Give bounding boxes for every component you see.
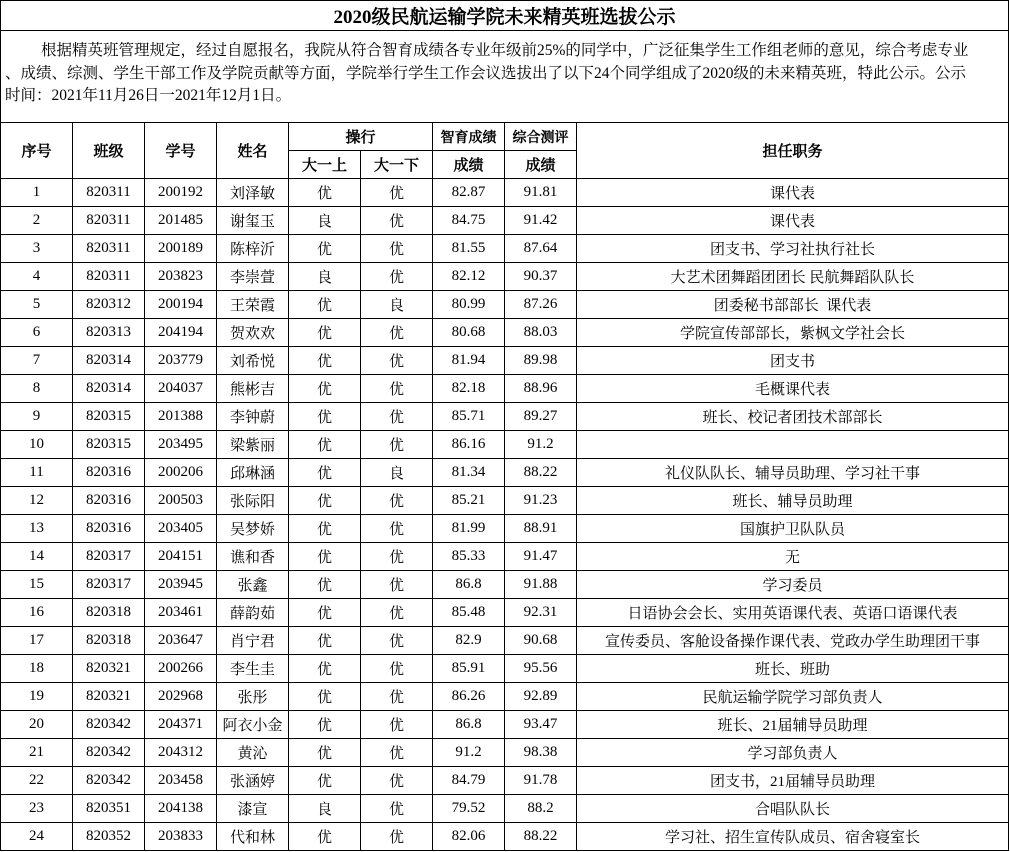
cell-class: 820314: [73, 375, 145, 403]
cell-index: 2: [1, 207, 73, 235]
table-row: [1, 207, 1009, 235]
cell-conduct-sem2: 优: [361, 683, 433, 711]
cell-conduct-sem1: 良: [289, 263, 361, 291]
cell-class: 820311: [73, 235, 145, 263]
cell-student-id: 204037: [145, 375, 217, 403]
table-row: [1, 487, 1009, 515]
cell-conduct-sem1: 优: [289, 319, 361, 347]
cell-class: 820318: [73, 627, 145, 655]
cell-academic-score: 85.91: [433, 655, 505, 683]
cell-position: 学院宣传部部长，紫枫文学社会长: [577, 319, 1009, 347]
cell-conduct-sem1: 优: [289, 767, 361, 795]
table-row: [1, 599, 1009, 627]
header-comprehensive-score: 综合测评: [505, 123, 577, 151]
cell-class: 820316: [73, 459, 145, 487]
cell-comprehensive-score: 87.64: [505, 235, 577, 263]
cell-conduct-sem1: 优: [289, 431, 361, 459]
cell-name: 陈梓沂: [217, 235, 289, 263]
cell-index: 5: [1, 291, 73, 319]
cell-conduct-sem2: 优: [361, 543, 433, 571]
cell-comprehensive-score: 91.47: [505, 543, 577, 571]
cell-conduct-sem1: 优: [289, 487, 361, 515]
cell-name: 代和林: [217, 823, 289, 851]
cell-class: 820352: [73, 823, 145, 851]
cell-student-id: 200503: [145, 487, 217, 515]
cell-student-id: 204312: [145, 739, 217, 767]
cell-academic-score: 81.94: [433, 347, 505, 375]
cell-conduct-sem2: 优: [361, 431, 433, 459]
header-academic-score-sub: 成绩: [433, 151, 505, 179]
cell-conduct-sem1: 优: [289, 627, 361, 655]
cell-class: 820318: [73, 599, 145, 627]
cell-class: 820342: [73, 711, 145, 739]
cell-class: 820311: [73, 207, 145, 235]
cell-name: 黄沁: [217, 739, 289, 767]
cell-name: 谯和香: [217, 543, 289, 571]
cell-student-id: 200189: [145, 235, 217, 263]
cell-conduct-sem2: 良: [361, 459, 433, 487]
header-class: 班级: [73, 123, 145, 179]
table-row: [1, 319, 1009, 347]
cell-class: 820315: [73, 431, 145, 459]
cell-name: 肖宁君: [217, 627, 289, 655]
cell-conduct-sem2: 优: [361, 347, 433, 375]
cell-index: 24: [1, 823, 73, 851]
cell-conduct-sem1: 优: [289, 375, 361, 403]
cell-name: 谢玺玉: [217, 207, 289, 235]
cell-conduct-sem2: 优: [361, 739, 433, 767]
cell-name: 漆宣: [217, 795, 289, 823]
cell-position: 国旗护卫队队员: [577, 515, 1009, 543]
cell-conduct-sem2: 优: [361, 235, 433, 263]
cell-class: 820316: [73, 515, 145, 543]
table-row: [1, 459, 1009, 487]
cell-academic-score: 80.99: [433, 291, 505, 319]
cell-index: 7: [1, 347, 73, 375]
cell-comprehensive-score: 92.89: [505, 683, 577, 711]
cell-comprehensive-score: 88.2: [505, 795, 577, 823]
table-row: [1, 375, 1009, 403]
cell-name: 邱琳涵: [217, 459, 289, 487]
cell-student-id: 203647: [145, 627, 217, 655]
cell-academic-score: 84.79: [433, 767, 505, 795]
cell-academic-score: 81.34: [433, 459, 505, 487]
cell-academic-score: 81.55: [433, 235, 505, 263]
header-comprehensive-score-sub: 成绩: [505, 151, 577, 179]
cell-class: 820321: [73, 655, 145, 683]
cell-comprehensive-score: 89.98: [505, 347, 577, 375]
cell-student-id: 204151: [145, 543, 217, 571]
cell-conduct-sem1: 优: [289, 655, 361, 683]
cell-index: 18: [1, 655, 73, 683]
cell-comprehensive-score: 88.96: [505, 375, 577, 403]
cell-conduct-sem2: 优: [361, 767, 433, 795]
cell-comprehensive-score: 88.91: [505, 515, 577, 543]
cell-index: 17: [1, 627, 73, 655]
cell-index: 19: [1, 683, 73, 711]
cell-conduct-sem1: 优: [289, 543, 361, 571]
cell-index: 10: [1, 431, 73, 459]
cell-index: 9: [1, 403, 73, 431]
cell-position: 日语协会会长、实用英语课代表、英语口语课代表: [577, 599, 1009, 627]
cell-index: 20: [1, 711, 73, 739]
cell-conduct-sem1: 优: [289, 235, 361, 263]
cell-academic-score: 80.68: [433, 319, 505, 347]
cell-position: 班长、校记者团技术部部长: [577, 403, 1009, 431]
cell-conduct-sem1: 优: [289, 179, 361, 207]
cell-class: 820315: [73, 403, 145, 431]
cell-conduct-sem2: 优: [361, 571, 433, 599]
cell-conduct-sem1: 优: [289, 823, 361, 851]
cell-student-id: 203779: [145, 347, 217, 375]
cell-name: 阿衣小金: [217, 711, 289, 739]
cell-index: 21: [1, 739, 73, 767]
cell-academic-score: 82.12: [433, 263, 505, 291]
table-header: [1, 123, 1009, 179]
cell-comprehensive-score: 93.47: [505, 711, 577, 739]
cell-name: 刘泽敏: [217, 179, 289, 207]
cell-comprehensive-score: 91.42: [505, 207, 577, 235]
cell-comprehensive-score: 88.03: [505, 319, 577, 347]
cell-comprehensive-score: 91.2: [505, 431, 577, 459]
cell-position: 课代表: [577, 179, 1009, 207]
cell-name: 贺欢欢: [217, 319, 289, 347]
table-body: [1, 179, 1009, 851]
cell-conduct-sem1: 优: [289, 739, 361, 767]
cell-conduct-sem2: 优: [361, 599, 433, 627]
cell-conduct-sem2: 优: [361, 207, 433, 235]
cell-position: [577, 431, 1009, 459]
cell-academic-score: 85.71: [433, 403, 505, 431]
cell-name: 刘希悦: [217, 347, 289, 375]
cell-class: 820311: [73, 179, 145, 207]
header-index: 序号: [1, 123, 73, 179]
cell-comprehensive-score: 89.27: [505, 403, 577, 431]
table-row: [1, 795, 1009, 823]
cell-position: 班长、21届辅导员助理: [577, 711, 1009, 739]
header-conduct-sem1: 大一上: [289, 151, 361, 179]
cell-student-id: 203461: [145, 599, 217, 627]
table-row: [1, 403, 1009, 431]
cell-class: 820342: [73, 767, 145, 795]
cell-student-id: 203833: [145, 823, 217, 851]
cell-comprehensive-score: 88.22: [505, 823, 577, 851]
cell-position: 团支书，21届辅导员助理: [577, 767, 1009, 795]
cell-conduct-sem2: 优: [361, 515, 433, 543]
cell-conduct-sem1: 良: [289, 795, 361, 823]
cell-comprehensive-score: 91.88: [505, 571, 577, 599]
cell-name: 李钟蔚: [217, 403, 289, 431]
cell-index: 1: [1, 179, 73, 207]
cell-comprehensive-score: 92.31: [505, 599, 577, 627]
cell-index: 4: [1, 263, 73, 291]
cell-name: 李生圭: [217, 655, 289, 683]
cell-comprehensive-score: 91.81: [505, 179, 577, 207]
cell-conduct-sem1: 优: [289, 683, 361, 711]
cell-class: 820351: [73, 795, 145, 823]
cell-comprehensive-score: 90.68: [505, 627, 577, 655]
table-row: [1, 571, 1009, 599]
cell-name: 吴梦娇: [217, 515, 289, 543]
cell-name: 张涵婷: [217, 767, 289, 795]
table-row: [1, 263, 1009, 291]
table-row: [1, 823, 1009, 851]
cell-conduct-sem2: 优: [361, 319, 433, 347]
cell-class: 820317: [73, 571, 145, 599]
cell-name: 王荣霞: [217, 291, 289, 319]
cell-conduct-sem1: 优: [289, 403, 361, 431]
cell-academic-score: 82.18: [433, 375, 505, 403]
cell-student-id: 203405: [145, 515, 217, 543]
cell-position: 学习社、招生宣传队成员、宿舍寝室长: [577, 823, 1009, 851]
header-academic-score: 智育成绩: [433, 123, 505, 151]
cell-academic-score: 85.33: [433, 543, 505, 571]
cell-academic-score: 85.21: [433, 487, 505, 515]
header-student-id: 学号: [145, 123, 217, 179]
cell-academic-score: 79.52: [433, 795, 505, 823]
cell-academic-score: 86.16: [433, 431, 505, 459]
cell-position: 礼仪队队长、辅导员助理、学习社干事: [577, 459, 1009, 487]
cell-name: 李崇萱: [217, 263, 289, 291]
cell-conduct-sem2: 优: [361, 627, 433, 655]
cell-index: 13: [1, 515, 73, 543]
cell-conduct-sem2: 优: [361, 375, 433, 403]
cell-index: 6: [1, 319, 73, 347]
cell-index: 8: [1, 375, 73, 403]
table-row: [1, 627, 1009, 655]
cell-conduct-sem2: 良: [361, 291, 433, 319]
cell-position: 团委秘书部部长 课代表: [577, 291, 1009, 319]
cell-index: 22: [1, 767, 73, 795]
cell-conduct-sem2: 优: [361, 823, 433, 851]
header-position: 担任职务: [577, 123, 1009, 179]
cell-index: 15: [1, 571, 73, 599]
cell-conduct-sem2: 优: [361, 403, 433, 431]
cell-comprehensive-score: 88.22: [505, 459, 577, 487]
table-row: [1, 683, 1009, 711]
cell-student-id: 202968: [145, 683, 217, 711]
cell-conduct-sem1: 优: [289, 291, 361, 319]
cell-conduct-sem2: 优: [361, 263, 433, 291]
cell-position: 团支书、学习社执行社长: [577, 235, 1009, 263]
cell-academic-score: 85.48: [433, 599, 505, 627]
cell-academic-score: 82.06: [433, 823, 505, 851]
cell-position: 合唱队队长: [577, 795, 1009, 823]
cell-position: 学习委员: [577, 571, 1009, 599]
cell-position: 学习部负责人: [577, 739, 1009, 767]
cell-name: 薛韵茹: [217, 599, 289, 627]
notice-line: 、成绩、综测、学生干部工作及学院贡献等方面，学院举行学生工作会议选拔出了以下24个同学组成了2020级的未来精英班，特此公示。公示: [5, 64, 967, 82]
cell-student-id: 200194: [145, 291, 217, 319]
cell-class: 820312: [73, 291, 145, 319]
table-row: [1, 291, 1009, 319]
cell-comprehensive-score: 91.78: [505, 767, 577, 795]
cell-comprehensive-score: 90.37: [505, 263, 577, 291]
cell-position: 班长、辅导员助理: [577, 487, 1009, 515]
cell-student-id: 200192: [145, 179, 217, 207]
cell-name: 张际阳: [217, 487, 289, 515]
cell-student-id: 203495: [145, 431, 217, 459]
header-name: 姓名: [217, 123, 289, 179]
cell-student-id: 203458: [145, 767, 217, 795]
cell-conduct-sem1: 优: [289, 599, 361, 627]
cell-name: 张彤: [217, 683, 289, 711]
cell-student-id: 200266: [145, 655, 217, 683]
cell-conduct-sem2: 优: [361, 487, 433, 515]
cell-conduct-sem2: 优: [361, 711, 433, 739]
notice-paragraph: [1, 31, 1009, 123]
cell-position: 毛概课代表: [577, 375, 1009, 403]
cell-class: 820342: [73, 739, 145, 767]
cell-student-id: 200206: [145, 459, 217, 487]
cell-student-id: 203945: [145, 571, 217, 599]
cell-comprehensive-score: 87.26: [505, 291, 577, 319]
cell-student-id: 204138: [145, 795, 217, 823]
cell-position: 宣传委员、客舱设备操作课代表、党政办学生助理团干事: [577, 627, 1009, 655]
cell-index: 3: [1, 235, 73, 263]
cell-class: 820317: [73, 543, 145, 571]
notice-line: 根据精英班管理规定，经过自愿报名，我院从符合智育成绩各专业年级前25%的同学中，广泛征集学生工作组老师的意见，综合考虑专业: [41, 42, 969, 59]
header-conduct-sem2: 大一下: [361, 151, 433, 179]
cell-index: 14: [1, 543, 73, 571]
cell-class: 820316: [73, 487, 145, 515]
cell-index: 12: [1, 487, 73, 515]
cell-conduct-sem2: 优: [361, 795, 433, 823]
cell-student-id: 204194: [145, 319, 217, 347]
cell-position: 课代表: [577, 207, 1009, 235]
cell-class: 820321: [73, 683, 145, 711]
cell-class: 820313: [73, 319, 145, 347]
page-title: 2020级民航运输学院未来精英班选拔公示: [1, 1, 1009, 31]
cell-position: 团支书: [577, 347, 1009, 375]
cell-academic-score: 82.9: [433, 627, 505, 655]
table-row: [1, 767, 1009, 795]
cell-conduct-sem1: 优: [289, 459, 361, 487]
cell-student-id: 203823: [145, 263, 217, 291]
cell-position: 大艺术团舞蹈团团长 民航舞蹈队队长: [577, 263, 1009, 291]
table-row: [1, 235, 1009, 263]
cell-class: 820314: [73, 347, 145, 375]
cell-student-id: 204371: [145, 711, 217, 739]
cell-academic-score: 82.87: [433, 179, 505, 207]
cell-comprehensive-score: 91.23: [505, 487, 577, 515]
table-row: [1, 543, 1009, 571]
table-row: [1, 711, 1009, 739]
notice-line: 时间：2021年11月26日一2021年12月1日。: [5, 87, 292, 104]
table-row: [1, 179, 1009, 207]
cell-position: 民航运输学院学习部负责人: [577, 683, 1009, 711]
cell-name: 张鑫: [217, 571, 289, 599]
cell-conduct-sem1: 优: [289, 571, 361, 599]
cell-academic-score: 84.75: [433, 207, 505, 235]
cell-name: 熊彬吉: [217, 375, 289, 403]
cell-student-id: 201485: [145, 207, 217, 235]
cell-conduct-sem2: 优: [361, 179, 433, 207]
table-row: [1, 347, 1009, 375]
table-row: [1, 655, 1009, 683]
cell-academic-score: 86.8: [433, 711, 505, 739]
cell-index: 11: [1, 459, 73, 487]
cell-conduct-sem1: 优: [289, 347, 361, 375]
cell-conduct-sem2: 优: [361, 655, 433, 683]
cell-conduct-sem1: 优: [289, 711, 361, 739]
cell-index: 23: [1, 795, 73, 823]
table-row: [1, 739, 1009, 767]
table-row: [1, 431, 1009, 459]
cell-student-id: 201388: [145, 403, 217, 431]
cell-academic-score: 86.8: [433, 571, 505, 599]
cell-comprehensive-score: 98.38: [505, 739, 577, 767]
cell-academic-score: 81.99: [433, 515, 505, 543]
cell-position: 班长、班助: [577, 655, 1009, 683]
cell-class: 820311: [73, 263, 145, 291]
cell-academic-score: 86.26: [433, 683, 505, 711]
cell-conduct-sem1: 良: [289, 207, 361, 235]
table-row: [1, 515, 1009, 543]
cell-conduct-sem1: 优: [289, 515, 361, 543]
cell-comprehensive-score: 95.56: [505, 655, 577, 683]
cell-index: 16: [1, 599, 73, 627]
cell-name: 梁紫丽: [217, 431, 289, 459]
cell-academic-score: 91.2: [433, 739, 505, 767]
header-conduct: 操行: [289, 123, 433, 151]
cell-position: 无: [577, 543, 1009, 571]
